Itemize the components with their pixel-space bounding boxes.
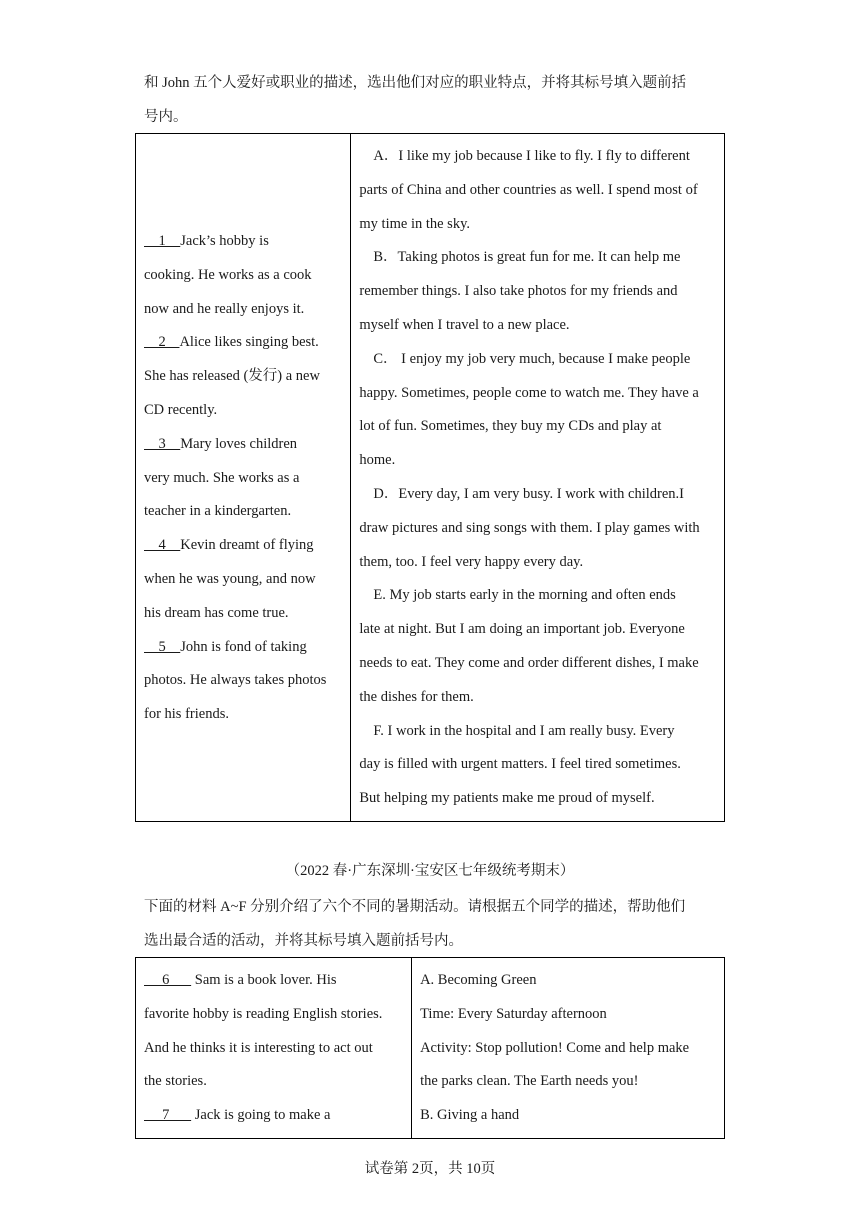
- person-text: photos. He always takes photos: [144, 672, 327, 689]
- student-text: the stories.: [144, 1073, 207, 1090]
- activity-line: A. Becoming Green: [420, 972, 537, 988]
- matching-table-1: [135, 133, 725, 822]
- person-text: CD recently.: [144, 401, 218, 418]
- answer-blank: 7: [144, 1107, 192, 1124]
- job-line: home.: [359, 452, 396, 469]
- person-line: [144, 225, 346, 259]
- intro2-line-1: 下面的材料 A~F 分别介绍了六个不同的暑期活动。请根据五个同学的描述，帮助他们: [144, 899, 686, 915]
- job-line: D．Every day, I am very busy. I work with children.I: [373, 485, 684, 502]
- person-line: [144, 597, 346, 631]
- job-line: day is filled with urgent matters. I feel tired sometimes.: [359, 756, 681, 773]
- person-text: his dream has come true.: [144, 604, 289, 621]
- job-line: parts of China and other countries as well. I spend most of: [359, 181, 698, 198]
- person-line: [144, 563, 346, 597]
- student-text: And he thinks it is interesting to act out: [144, 1039, 373, 1056]
- student-line: [144, 964, 405, 998]
- job-line: A．I like my job because I like to fly. I fly to different: [373, 148, 690, 164]
- student-line: [144, 1099, 405, 1133]
- person-text: when he was young, and now: [144, 570, 316, 587]
- job-line: myself when I travel to a new place.: [359, 316, 570, 333]
- activity-line: B. Giving a hand: [420, 1107, 520, 1124]
- page-footer: 试卷第 2页，共 10页: [364, 1161, 496, 1177]
- answer-blank: 3: [144, 435, 181, 452]
- activity-line: Activity: Stop pollution! Come and help make: [420, 1039, 690, 1056]
- student-line: [144, 1065, 405, 1099]
- person-text: She has released (发行) a new: [144, 368, 320, 385]
- students-column: [136, 958, 412, 1139]
- person-text: teacher in a kindergarten.: [144, 503, 292, 520]
- person-text: John is fond of taking: [180, 638, 307, 655]
- person-line: [144, 631, 346, 665]
- job-line: draw pictures and sing songs with them. I play games with: [359, 519, 700, 536]
- job-line: But helping my patients make me proud of myself.: [359, 790, 655, 807]
- answer-blank: 1: [144, 233, 181, 249]
- person-line: [144, 664, 346, 698]
- job-line: late at night. But I am doing an important job. Everyone: [359, 621, 685, 638]
- job-line: E. My job starts early in the morning and often ends: [373, 587, 676, 604]
- job-line: the dishes for them.: [359, 688, 474, 705]
- answer-blank: 4: [144, 537, 181, 554]
- question-source: （2022 春·广东深圳·宝安区七年级统考期末）: [285, 863, 575, 879]
- person-line: [144, 394, 346, 428]
- person-line: [144, 293, 346, 327]
- job-line: them, too. I feel very happy every day.: [359, 553, 584, 570]
- activities-column: [412, 958, 725, 1139]
- student-text: favorite hobby is reading English stories.: [144, 1005, 383, 1022]
- person-line: [144, 259, 346, 293]
- person-text: Alice likes singing best.: [179, 334, 319, 351]
- intro-line-1: 和 John 五个人爱好或职业的描述，选出他们对应的职业特点，并将其标号填入题前括: [144, 75, 687, 91]
- jobs-column: [351, 134, 725, 822]
- person-line: [144, 428, 346, 462]
- job-line: remember things. I also take photos for my friends and: [359, 283, 678, 300]
- person-text: Kevin dreamt of flying: [180, 537, 314, 554]
- person-text: Jack’s hobby is: [180, 233, 269, 249]
- person-line: [144, 529, 346, 563]
- job-line: B．Taking photos is great fun for me. It can help me: [373, 249, 681, 266]
- person-text: now and he really enjoys it.: [144, 300, 305, 317]
- job-line: C． I enjoy my job very much, because I make people: [373, 350, 691, 367]
- person-text: Mary loves children: [180, 435, 298, 452]
- person-line: [144, 360, 346, 394]
- person-line: [144, 326, 346, 360]
- matching-table-2: [135, 957, 725, 1139]
- person-text: very much. She works as a: [144, 469, 300, 486]
- intro2-line-2: 选出最合适的活动，并将其标号填入题前括号内。: [144, 933, 463, 949]
- job-line: F. I work in the hospital and I am really busy. Every: [373, 722, 675, 739]
- student-text: Jack is going to make a: [191, 1107, 331, 1124]
- student-line: [144, 1032, 405, 1066]
- people-column: [136, 134, 351, 822]
- person-line: [144, 495, 346, 529]
- activity-line: Time: Every Saturday afternoon: [420, 1005, 607, 1022]
- job-line: happy. Sometimes, people come to watch me. They have a: [359, 384, 699, 401]
- activity-line: the parks clean. The Earth needs you!: [420, 1073, 639, 1090]
- job-line: my time in the sky.: [359, 215, 471, 232]
- person-text: cooking. He works as a cook: [144, 266, 312, 283]
- student-line: [144, 998, 405, 1032]
- person-line: [144, 698, 346, 732]
- answer-blank: 5: [144, 638, 181, 655]
- intro-line-2: 号内。: [144, 109, 188, 125]
- job-line: lot of fun. Sometimes, they buy my CDs and play at: [359, 418, 662, 435]
- person-line: [144, 462, 346, 496]
- job-line: needs to eat. They come and order different dishes, I make: [359, 654, 699, 671]
- answer-blank: 2: [144, 334, 180, 351]
- student-text: Sam is a book lover. His: [191, 972, 337, 988]
- person-text: for his friends.: [144, 706, 229, 723]
- answer-blank: 6: [144, 972, 192, 988]
